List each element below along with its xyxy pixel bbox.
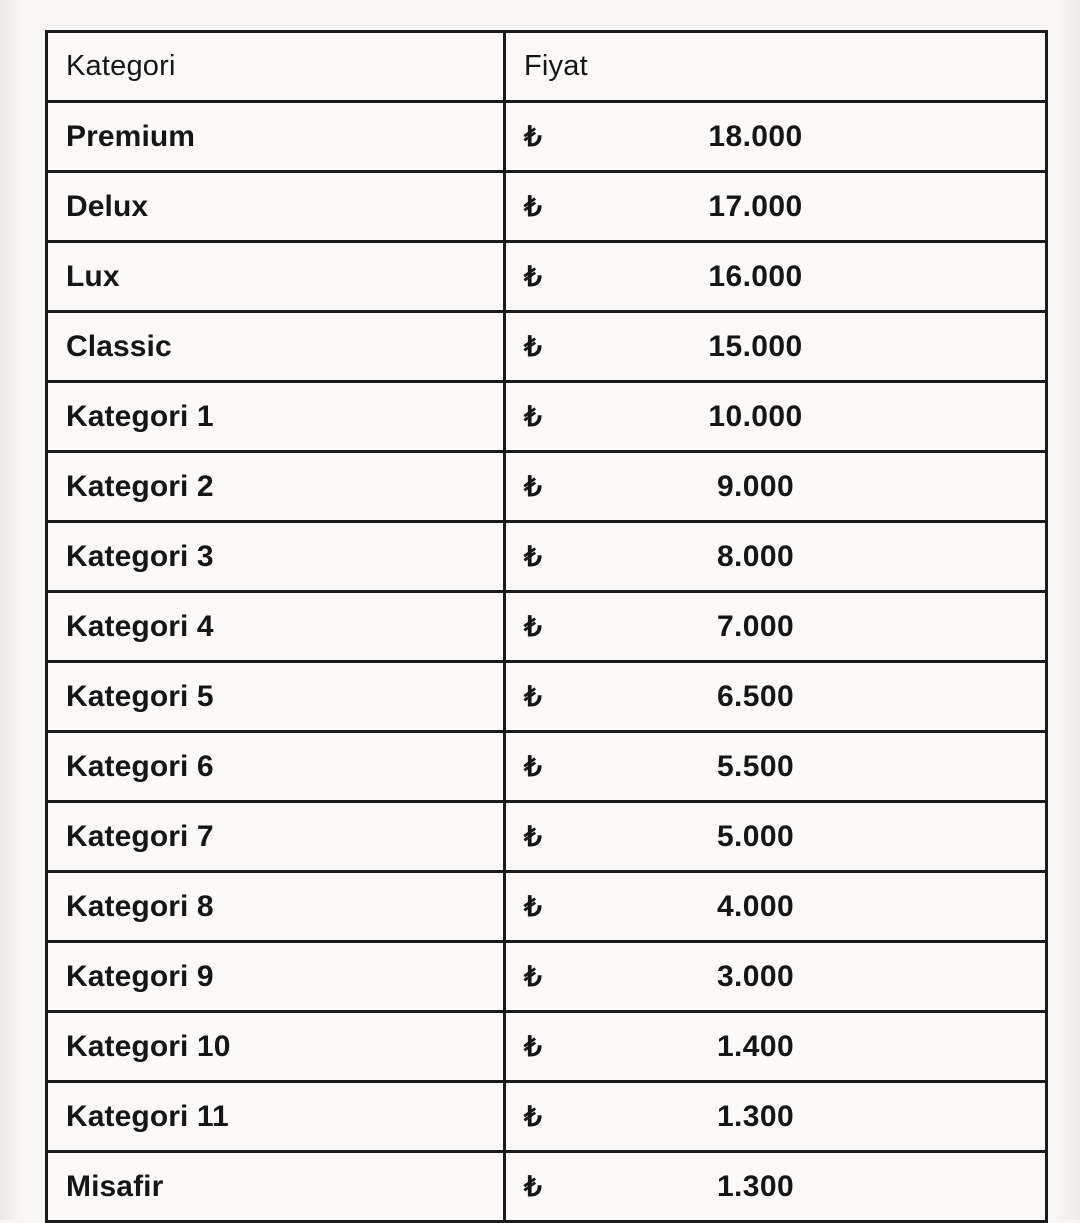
cell-category: Kategori 4 <box>47 592 505 662</box>
currency-symbol: ₺ <box>524 821 542 852</box>
currency-symbol: ₺ <box>524 331 542 362</box>
price-amount: 4.000 <box>716 889 795 923</box>
table-row <box>47 802 1047 872</box>
price-amount: 16.000 <box>708 259 803 293</box>
cell-category: Premium <box>47 102 505 172</box>
table-row <box>47 102 1047 172</box>
table-row <box>47 662 1047 732</box>
table-header-row <box>47 32 1047 102</box>
currency-symbol: ₺ <box>524 1031 542 1062</box>
currency-symbol: ₺ <box>524 121 542 152</box>
price-layout <box>506 190 1045 224</box>
cell-price <box>505 802 1047 872</box>
currency-symbol: ₺ <box>524 401 542 432</box>
currency-symbol: ₺ <box>524 611 542 642</box>
table-row <box>47 872 1047 942</box>
cell-category: Lux <box>47 242 505 312</box>
currency-symbol: ₺ <box>524 1171 542 1202</box>
cell-category: Kategori 3 <box>47 522 505 592</box>
cell-price <box>505 312 1047 382</box>
currency-symbol: ₺ <box>524 891 542 922</box>
table-row <box>47 592 1047 662</box>
table-row <box>47 522 1047 592</box>
price-layout <box>506 890 1045 924</box>
price-amount: 1.400 <box>716 1029 795 1063</box>
cell-price <box>505 452 1047 522</box>
price-layout <box>506 610 1045 644</box>
cell-price <box>505 382 1047 452</box>
price-layout <box>506 540 1045 574</box>
cell-category: Kategori 7 <box>47 802 505 872</box>
currency-symbol: ₺ <box>524 961 542 992</box>
price-layout <box>506 960 1045 994</box>
cell-price <box>505 522 1047 592</box>
price-amount: 5.500 <box>716 749 795 783</box>
price-layout <box>506 1030 1045 1064</box>
cell-price <box>505 172 1047 242</box>
price-amount: 18.000 <box>708 119 803 153</box>
price-layout <box>506 1170 1045 1204</box>
currency-symbol: ₺ <box>524 681 542 712</box>
cell-price <box>505 662 1047 732</box>
currency-symbol: ₺ <box>524 191 542 222</box>
currency-symbol: ₺ <box>524 751 542 782</box>
price-amount: 10.000 <box>708 399 803 433</box>
page-edge-shadow-left <box>0 0 20 1220</box>
price-amount: 5.000 <box>716 819 795 853</box>
cell-price <box>505 1152 1047 1222</box>
currency-symbol: ₺ <box>524 261 542 292</box>
cell-price <box>505 102 1047 172</box>
table-row <box>47 382 1047 452</box>
price-layout <box>506 260 1045 294</box>
cell-category: Classic <box>47 312 505 382</box>
price-amount: 6.500 <box>716 679 795 713</box>
currency-symbol: ₺ <box>524 471 542 502</box>
currency-symbol: ₺ <box>524 541 542 572</box>
cell-category: Kategori 6 <box>47 732 505 802</box>
price-layout <box>506 120 1045 154</box>
cell-price <box>505 592 1047 662</box>
price-amount: 8.000 <box>716 539 795 573</box>
price-layout <box>506 680 1045 714</box>
cell-category: Kategori 10 <box>47 1012 505 1082</box>
cell-category: Kategori 8 <box>47 872 505 942</box>
cell-price <box>505 1082 1047 1152</box>
table-row <box>47 1012 1047 1082</box>
column-header-price: Fiyat <box>505 32 1047 102</box>
cell-category: Delux <box>47 172 505 242</box>
cell-category: Kategori 11 <box>47 1082 505 1152</box>
price-layout <box>506 750 1045 784</box>
price-layout <box>506 330 1045 364</box>
price-amount: 3.000 <box>716 959 795 993</box>
table-row <box>47 172 1047 242</box>
table-row <box>47 1082 1047 1152</box>
table-row <box>47 1152 1047 1222</box>
price-amount: 1.300 <box>716 1169 795 1203</box>
cell-price <box>505 732 1047 802</box>
page-edge-shadow-right <box>1056 0 1080 1220</box>
cell-price <box>505 242 1047 312</box>
table-body <box>47 32 1047 1222</box>
table-row <box>47 732 1047 802</box>
category-price-table <box>45 30 1048 1223</box>
cell-price <box>505 1012 1047 1082</box>
price-layout <box>506 820 1045 854</box>
price-amount: 1.300 <box>716 1099 795 1133</box>
price-amount: 15.000 <box>708 329 803 363</box>
cell-category: Kategori 9 <box>47 942 505 1012</box>
table-row <box>47 452 1047 522</box>
price-table-container <box>45 30 1045 1223</box>
price-amount: 17.000 <box>708 189 803 223</box>
price-layout <box>506 470 1045 504</box>
table-row <box>47 942 1047 1012</box>
price-layout <box>506 400 1045 434</box>
cell-category: Misafir <box>47 1152 505 1222</box>
price-layout <box>506 1100 1045 1134</box>
cell-category: Kategori 2 <box>47 452 505 522</box>
cell-category: Kategori 1 <box>47 382 505 452</box>
price-amount: 9.000 <box>716 469 795 503</box>
table-row <box>47 312 1047 382</box>
column-header-category: Kategori <box>47 32 505 102</box>
price-amount: 7.000 <box>716 609 795 643</box>
cell-price <box>505 942 1047 1012</box>
cell-category: Kategori 5 <box>47 662 505 732</box>
table-row <box>47 242 1047 312</box>
cell-price <box>505 872 1047 942</box>
currency-symbol: ₺ <box>524 1101 542 1132</box>
